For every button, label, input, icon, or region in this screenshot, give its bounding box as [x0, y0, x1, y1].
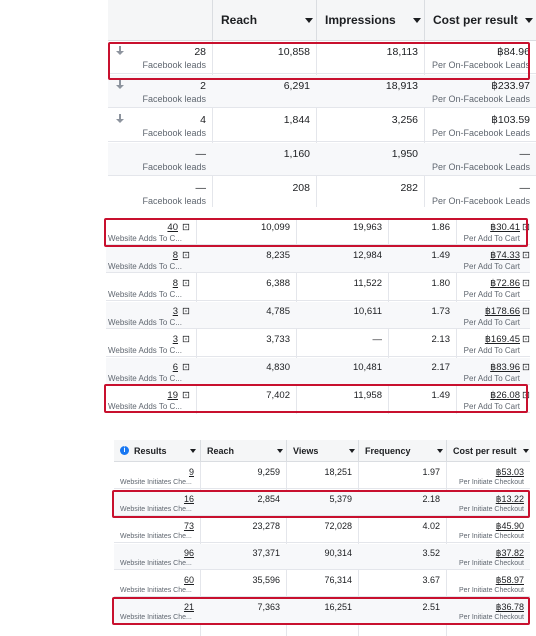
- initiate-checkout-results-table: [114, 440, 530, 636]
- reach-value: 3,733: [266, 334, 290, 345]
- reach-value: 4,785: [266, 306, 290, 317]
- results-link[interactable]: 6: [172, 362, 178, 373]
- cost-link[interactable]: ฿13.22: [495, 494, 524, 504]
- table-row[interactable]: [106, 218, 530, 245]
- cost-value: ฿84.96: [497, 46, 530, 58]
- results-value: 4: [200, 114, 206, 126]
- results-type: Facebook leads: [142, 128, 206, 138]
- column-header-label: Cost per result: [433, 13, 518, 27]
- info-icon[interactable]: i: [120, 446, 129, 455]
- sort-caret-icon[interactable]: [437, 449, 443, 453]
- table-row[interactable]: [108, 143, 536, 176]
- reach-value: 208: [292, 182, 310, 194]
- column-header-label: Reach: [221, 13, 258, 27]
- sort-caret-icon[interactable]: [523, 449, 529, 453]
- frequency-value: 2.18: [422, 494, 440, 504]
- cost-link[interactable]: ฿26.08: [490, 390, 520, 401]
- views-value: 5,379: [329, 494, 352, 504]
- frequency-value: 1.97: [422, 467, 440, 477]
- cost-value: ฿233.97: [491, 80, 530, 92]
- cost-type: Per Add To Cart: [463, 402, 520, 411]
- impressions-value: 10,611: [353, 306, 382, 317]
- cost-type: Per Add To Cart: [463, 346, 520, 355]
- table-row[interactable]: [114, 571, 530, 597]
- cost-type: Per Initiate Checkout: [459, 479, 524, 486]
- results-type: Website Initiates Che...: [120, 560, 192, 567]
- reach-value: 10,099: [260, 222, 290, 233]
- cost-link[interactable]: ฿169.45: [484, 334, 520, 345]
- impressions-value: —: [372, 334, 382, 345]
- reach-value: 1,844: [283, 114, 310, 126]
- cost-type: Per Initiate Checkout: [459, 614, 524, 621]
- comparison-icon: ⊡: [182, 390, 190, 401]
- table-header: [108, 0, 536, 41]
- comparison-icon: ⊡: [522, 250, 530, 261]
- cost-link[interactable]: ฿45.90: [495, 521, 524, 531]
- frequency-value: 1.80: [431, 278, 450, 289]
- cost-type: Per On-Facebook Leads: [431, 60, 530, 70]
- reach-value: 37,371: [252, 548, 280, 558]
- leads-results-table: [108, 0, 536, 207]
- column-header-label: Frequency: [365, 446, 411, 456]
- table-row[interactable]: [108, 41, 536, 74]
- results-link[interactable]: 73: [183, 521, 194, 531]
- comparison-icon: ⊡: [182, 278, 190, 289]
- cost-type: Per Add To Cart: [463, 290, 520, 299]
- comparison-icon: ⊡: [182, 306, 190, 317]
- reach-value: 1,160: [283, 148, 310, 160]
- cost-link[interactable]: ฿83.96: [490, 362, 520, 373]
- comparison-icon: ⊡: [182, 334, 190, 345]
- impressions-value: 11,958: [353, 390, 382, 401]
- results-type: Website Initiates Che...: [120, 506, 192, 513]
- results-link[interactable]: 3: [172, 306, 178, 317]
- impressions-value: 1,950: [391, 148, 418, 160]
- cost-type: Per Initiate Checkout: [459, 587, 524, 594]
- results-type: Website Adds To C...: [108, 234, 182, 243]
- results-type: Website Initiates Che...: [120, 533, 192, 540]
- comparison-icon: ⊡: [522, 222, 530, 233]
- reach-value: 8,235: [266, 250, 290, 261]
- results-type: Facebook leads: [142, 162, 206, 172]
- table-row[interactable]: [108, 75, 536, 108]
- views-value: 18,251: [324, 467, 352, 477]
- cost-type: Per On-Facebook Leads: [431, 128, 530, 138]
- frequency-value: 2.13: [431, 334, 450, 345]
- cost-type: Per On-Facebook Leads: [431, 196, 530, 206]
- table-row[interactable]: [106, 386, 530, 413]
- comparison-icon: ⊡: [522, 362, 530, 373]
- sort-caret-icon[interactable]: [277, 449, 283, 453]
- reach-value: 9,259: [257, 467, 280, 477]
- impressions-value: 11,522: [353, 278, 382, 289]
- impressions-value: 18,113: [386, 46, 418, 58]
- frequency-value: 1.73: [431, 306, 450, 317]
- frequency-value: 2.17: [431, 362, 450, 373]
- column-header-frequency[interactable]: [358, 440, 446, 462]
- column-header-reach[interactable]: [200, 440, 286, 462]
- frequency-value: 1.49: [431, 390, 450, 401]
- cost-value: —: [519, 182, 530, 194]
- reach-value: 7,402: [266, 390, 290, 401]
- cost-value: ฿103.59: [491, 114, 530, 126]
- results-type: Website Initiates Che...: [120, 587, 192, 594]
- impressions-value: 12,984: [352, 250, 382, 261]
- impressions-value: 282: [400, 182, 418, 194]
- column-header-label: Views: [293, 446, 319, 456]
- cost-type: Per Add To Cart: [463, 262, 520, 271]
- views-value: 16,251: [324, 602, 352, 612]
- cost-link[interactable]: ฿178.66: [484, 306, 520, 317]
- table-row[interactable]: [108, 177, 536, 207]
- results-link[interactable]: 9: [188, 467, 194, 477]
- add-to-cart-results-table: [106, 218, 530, 414]
- column-header-label: Results: [134, 446, 167, 456]
- cost-type: Per Add To Cart: [463, 374, 520, 383]
- results-type: Website Initiates Che...: [120, 479, 192, 486]
- reach-value: 6,291: [283, 80, 310, 92]
- sort-caret-icon[interactable]: [190, 449, 196, 453]
- reach-value: 2,854: [257, 494, 280, 504]
- column-header-label: Reach: [207, 446, 235, 456]
- results-type: Website Adds To C...: [108, 374, 182, 383]
- cost-type: Per Initiate Checkout: [459, 506, 524, 513]
- comparison-icon: ⊡: [522, 278, 530, 289]
- views-value: 72,028: [324, 521, 352, 531]
- frequency-value: 2.51: [422, 602, 440, 612]
- results-link[interactable]: 40: [167, 222, 178, 233]
- table-row[interactable]: [106, 246, 530, 273]
- results-type: Website Adds To C...: [108, 262, 182, 271]
- table-row[interactable]: [106, 358, 530, 385]
- comparison-icon: ⊡: [182, 250, 190, 261]
- results-value: 28: [194, 46, 206, 58]
- impressions-value: 10,481: [352, 362, 382, 373]
- results-link[interactable]: 8: [172, 278, 178, 289]
- results-type: Website Adds To C...: [108, 346, 182, 355]
- table-row[interactable]: [114, 463, 530, 489]
- column-header-label: Impressions: [325, 13, 396, 27]
- impressions-value: 18,913: [385, 80, 418, 92]
- reach-value: 35,596: [252, 575, 280, 585]
- comparison-icon: ⊡: [182, 362, 190, 373]
- results-type: Website Adds To C...: [108, 290, 182, 299]
- cost-link[interactable]: ฿74.33: [490, 250, 520, 261]
- cost-type: Per Initiate Checkout: [459, 533, 524, 540]
- views-value: 76,314: [324, 575, 352, 585]
- comparison-icon: ⊡: [182, 222, 190, 233]
- results-type: Website Adds To C...: [108, 318, 182, 327]
- results-link[interactable]: 19: [167, 390, 178, 401]
- comparison-icon: ⊡: [522, 390, 530, 401]
- results-type: Facebook leads: [142, 196, 206, 206]
- results-link[interactable]: 8: [172, 250, 178, 261]
- frequency-value: 4.02: [422, 521, 440, 531]
- table-row[interactable]: [114, 598, 530, 624]
- column-header-label: Cost per result: [453, 446, 517, 456]
- frequency-value: 1.49: [431, 250, 450, 261]
- column-header-reach[interactable]: [212, 0, 316, 41]
- reach-value: 23,278: [252, 521, 280, 531]
- results-type: Website Initiates Che...: [120, 614, 192, 621]
- cost-value: —: [519, 148, 530, 160]
- results-link[interactable]: 3: [172, 334, 178, 345]
- table-row[interactable]: [106, 302, 530, 329]
- table-header: [114, 440, 530, 462]
- cost-link[interactable]: ฿37.82: [495, 548, 524, 558]
- cost-link[interactable]: ฿72.86: [490, 278, 520, 289]
- sort-caret-icon[interactable]: [413, 18, 421, 23]
- impressions-value: 3,256: [391, 114, 418, 126]
- results-link[interactable]: 60: [183, 575, 194, 585]
- results-type: Facebook leads: [142, 94, 206, 104]
- impressions-value: 19,963: [352, 222, 382, 233]
- frequency-value: 3.67: [422, 575, 440, 585]
- results-type: Facebook leads: [142, 60, 206, 70]
- results-type: Website Adds To C...: [108, 402, 182, 411]
- column-header-results[interactable]: [128, 440, 200, 462]
- frequency-value: 1.86: [431, 222, 450, 233]
- table-row[interactable]: [114, 517, 530, 543]
- column-header-cost-per-result[interactable]: [424, 0, 536, 41]
- cost-link[interactable]: ฿30.41: [490, 222, 520, 233]
- cost-type: Per On-Facebook Leads: [431, 94, 530, 104]
- comparison-icon: ⊡: [522, 306, 530, 317]
- cost-link[interactable]: ฿36.78: [495, 602, 524, 612]
- column-header-cost-per-result[interactable]: [446, 440, 530, 462]
- results-value: —: [195, 182, 206, 194]
- cost-type: Per Add To Cart: [463, 318, 520, 327]
- reach-value: 6,388: [266, 278, 290, 289]
- results-link[interactable]: 21: [183, 602, 194, 612]
- cost-type: Per Add To Cart: [463, 234, 520, 243]
- table-row[interactable]: [106, 330, 530, 357]
- results-link[interactable]: 96: [183, 548, 194, 558]
- views-value: 90,314: [324, 548, 352, 558]
- reach-value: 7,363: [257, 602, 280, 612]
- comparison-icon: ⊡: [522, 334, 530, 345]
- results-value: 2: [200, 80, 206, 92]
- sort-caret-icon[interactable]: [305, 18, 313, 23]
- table-row[interactable]: [106, 274, 530, 301]
- table-row[interactable]: [114, 544, 530, 570]
- column-header-views[interactable]: [286, 440, 358, 462]
- table-row[interactable]: [114, 490, 530, 516]
- reach-value: 10,858: [277, 46, 310, 58]
- cost-link[interactable]: ฿58.97: [495, 575, 524, 585]
- cost-type: Per On-Facebook Leads: [431, 162, 530, 172]
- sort-caret-icon[interactable]: [349, 449, 355, 453]
- reach-value: 4,830: [266, 362, 290, 373]
- table-row[interactable]: [108, 109, 536, 142]
- frequency-value: 3.52: [422, 548, 440, 558]
- sort-caret-icon[interactable]: [525, 18, 533, 23]
- cost-link[interactable]: ฿53.03: [495, 467, 524, 477]
- column-header-impressions[interactable]: [316, 0, 424, 41]
- results-value: —: [195, 148, 206, 160]
- results-link[interactable]: 16: [183, 494, 194, 504]
- cost-type: Per Initiate Checkout: [459, 560, 524, 567]
